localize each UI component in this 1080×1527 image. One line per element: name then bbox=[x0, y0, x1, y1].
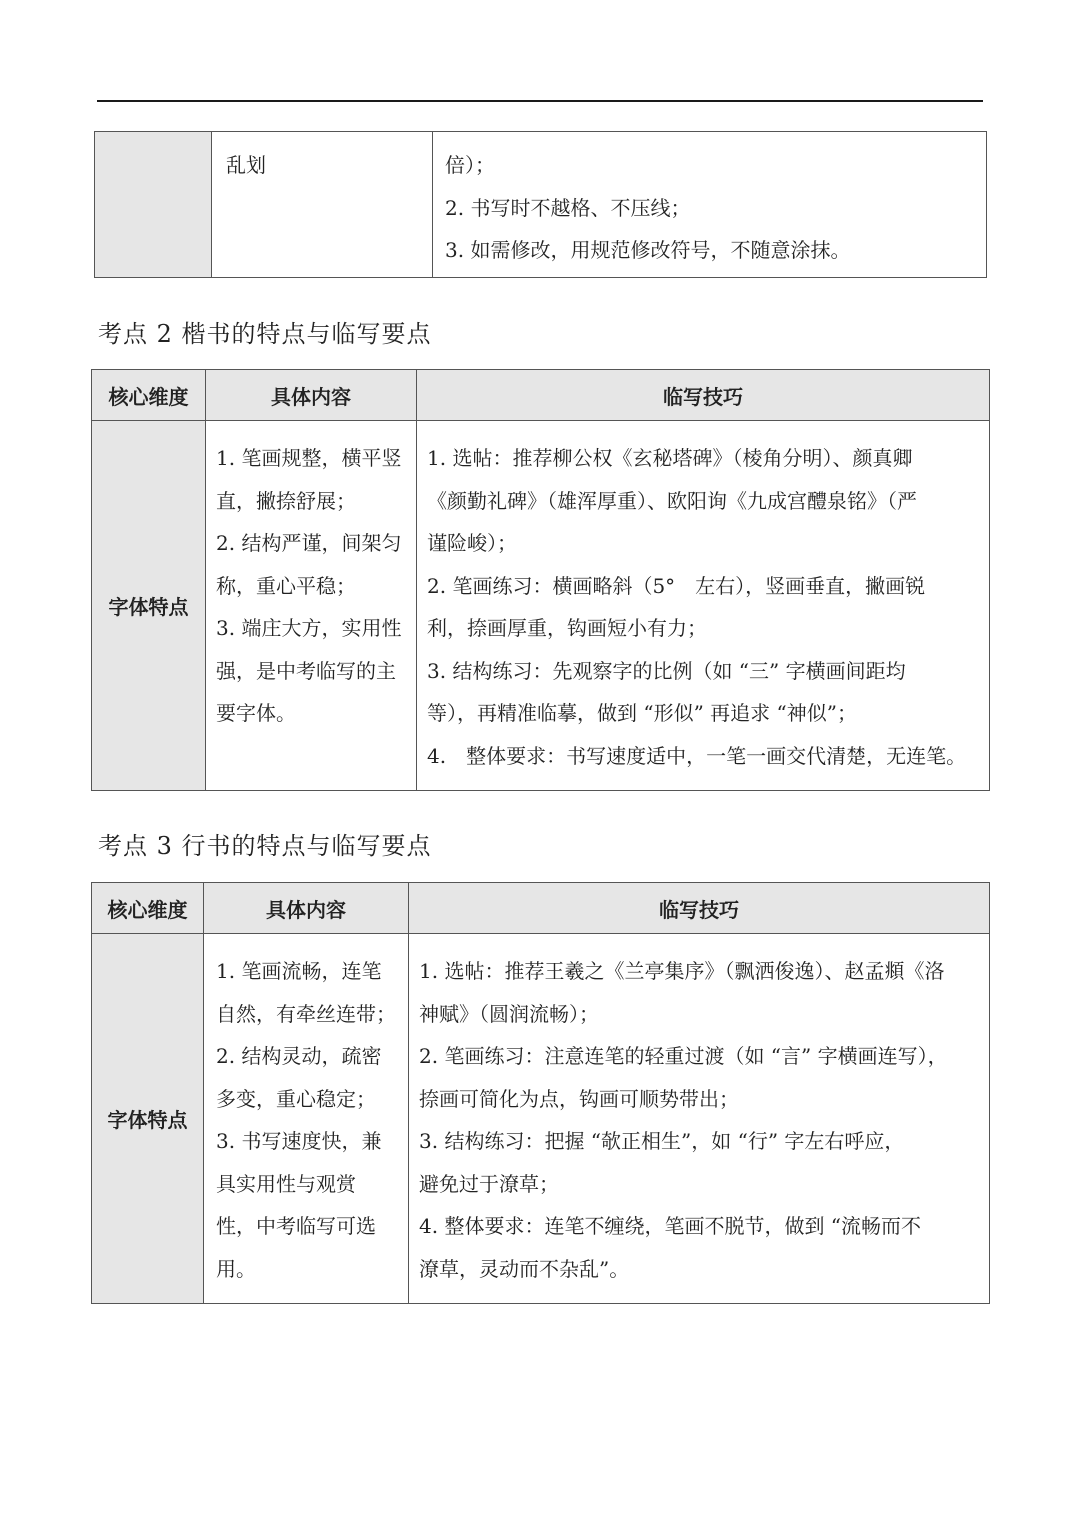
content-cell bbox=[204, 934, 409, 1304]
technique-line: 2. 书写时不越格、不压线； bbox=[445, 195, 691, 220]
content-cell bbox=[206, 421, 417, 791]
continuation-content-text: 乱划 bbox=[226, 153, 266, 177]
content-line: 要字体。 bbox=[216, 701, 296, 725]
content-line: 强，是中考临写的主 bbox=[216, 658, 396, 683]
technique-line: 等），再精准临摹，做到 “形似” 再追求 “神似”； bbox=[427, 701, 857, 725]
technique-line: 3. 如需修改，用规范修改符号，不随意涂抹。 bbox=[445, 238, 851, 262]
content-line: 3. 端庄大方，实用性 bbox=[216, 616, 402, 640]
technique-line: 3. 结构练习：把握 “欹正相生”，如 “行” 字左右呼应， bbox=[419, 1129, 905, 1153]
technique-line: 4. 整体要求：连笔不缠绕，笔画不脱节，做到 “流畅而不 bbox=[419, 1214, 922, 1238]
continuation-table bbox=[94, 131, 987, 278]
technique-line: 4. 整体要求：书写速度适中，一笔一画交代清楚，无连笔。 bbox=[427, 743, 967, 768]
technique-cell bbox=[409, 934, 990, 1304]
content-line: 用。 bbox=[216, 1256, 256, 1281]
kaishu-table bbox=[91, 369, 990, 791]
content-line: 3. 书写速度快，兼 bbox=[216, 1129, 382, 1153]
content-line: 1. 笔画规整，横平竖 bbox=[216, 446, 402, 470]
xingshu-table bbox=[91, 882, 990, 1304]
header-technique: 临写技巧 bbox=[417, 370, 990, 421]
continuation-dimension-cell bbox=[95, 132, 212, 278]
technique-line: 倍）； bbox=[445, 153, 495, 177]
content-line: 直，撇捺舒展； bbox=[216, 488, 356, 513]
header-dimension: 核心维度 bbox=[92, 883, 204, 934]
section-title-xingshu: 考点 3 行书的特点与临写要点 bbox=[98, 832, 432, 860]
content-line: 自然，有牵丝连带； bbox=[216, 1001, 396, 1026]
content-line: 具实用性与观赏 bbox=[216, 1171, 356, 1196]
continuation-technique-cell bbox=[433, 132, 987, 278]
technique-line: 利，捺画厚重，钩画短小有力； bbox=[427, 616, 707, 640]
technique-line: 潦草，灵动而不杂乱”。 bbox=[419, 1256, 630, 1281]
header-content: 具体内容 bbox=[206, 370, 417, 421]
technique-line: 1. 选帖：推荐王羲之《兰亭集序》（飘洒俊逸）、赵孟頫《洛 bbox=[419, 959, 945, 983]
technique-line: 捺画可简化为点，钩画可顺势带出； bbox=[419, 1086, 739, 1111]
content-line: 称，重心平稳； bbox=[216, 573, 356, 598]
content-line: 多变，重心稳定； bbox=[216, 1086, 376, 1111]
continuation-content-cell bbox=[212, 132, 433, 278]
technique-line: 《颜勤礼碑》（雄浑厚重）、欧阳询《九成宫醴泉铭》（严 bbox=[427, 488, 917, 513]
header-content: 具体内容 bbox=[204, 883, 409, 934]
content-line: 2. 结构灵动，疏密 bbox=[216, 1044, 382, 1068]
content-line: 1. 笔画流畅，连笔 bbox=[216, 959, 382, 983]
dimension-cell: 字体特点 bbox=[92, 421, 206, 791]
dimension-cell: 字体特点 bbox=[92, 934, 204, 1304]
technique-line: 2. 笔画练习：注意连笔的轻重过渡（如 “言” 字横画连写）， bbox=[419, 1044, 948, 1068]
header-technique: 临写技巧 bbox=[409, 883, 990, 934]
technique-line: 神赋》（圆润流畅）； bbox=[419, 1001, 599, 1026]
header-dimension: 核心维度 bbox=[92, 370, 206, 421]
header-rule bbox=[97, 100, 983, 102]
technique-line: 谨险峻）； bbox=[427, 531, 517, 555]
content-line: 2. 结构严谨，间架匀 bbox=[216, 531, 402, 555]
technique-cell bbox=[417, 421, 990, 791]
technique-line: 避免过于潦草； bbox=[419, 1171, 559, 1196]
section-title-kaishu: 考点 2 楷书的特点与临写要点 bbox=[98, 320, 432, 348]
technique-line: 1. 选帖：推荐柳公权《玄秘塔碑》（棱角分明）、颜真卿 bbox=[427, 446, 913, 470]
technique-line: 2. 笔画练习：横画略斜（5° 左右），竖画垂直，撇画锐 bbox=[427, 573, 926, 598]
technique-line: 3. 结构练习：先观察字的比例（如 “三” 字横画间距均 bbox=[427, 658, 906, 683]
content-line: 性，中考临写可选 bbox=[216, 1214, 376, 1238]
